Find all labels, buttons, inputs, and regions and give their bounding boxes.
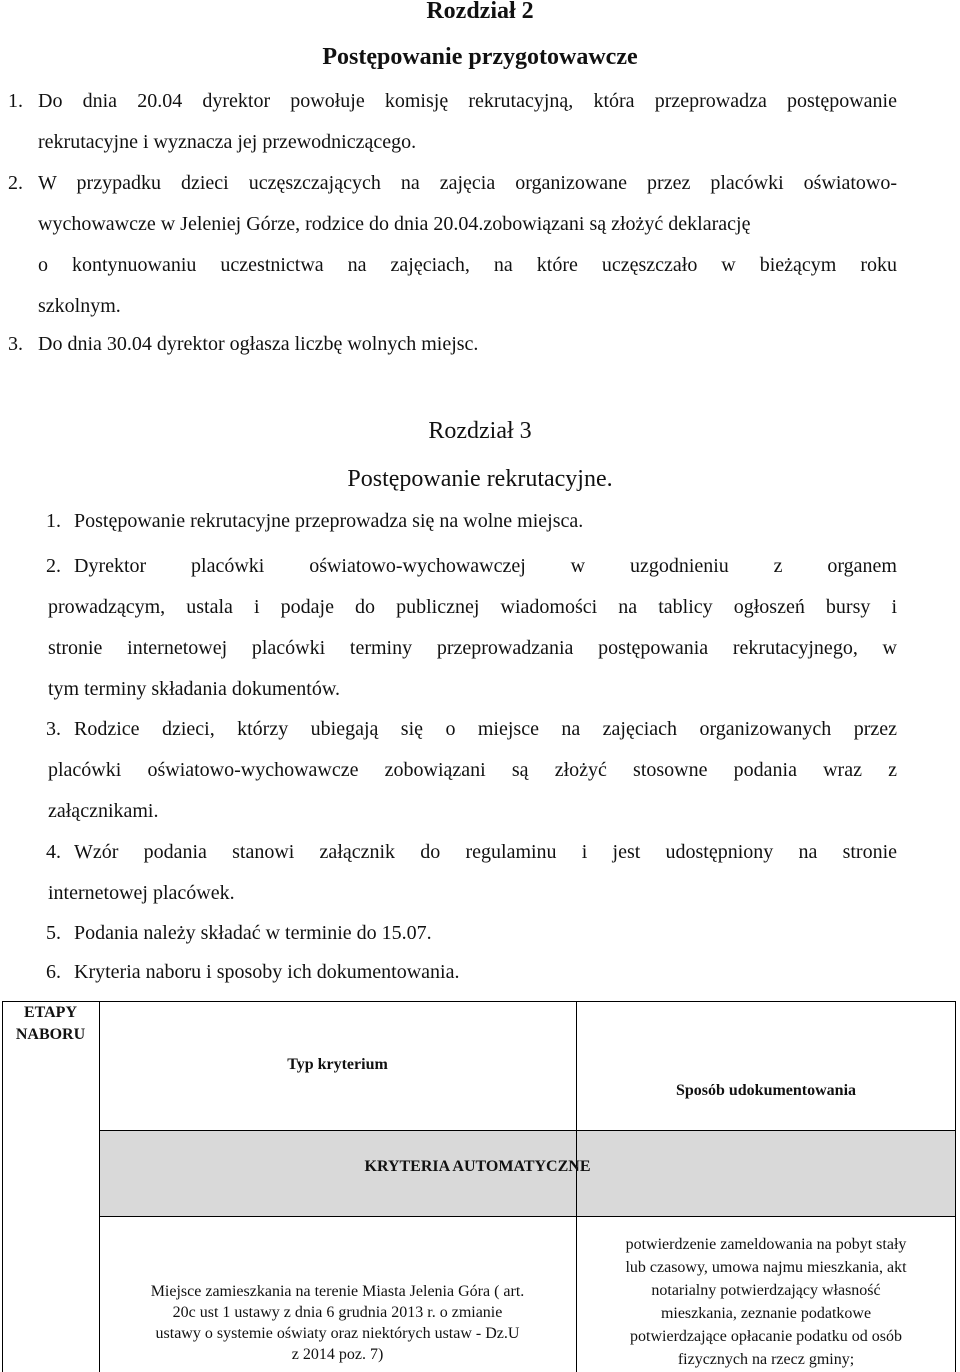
paragraph-line: internetowej placówek. xyxy=(48,882,235,904)
documentation-line: lub czasowy, umowa najmu mieszkania, akt xyxy=(625,1259,907,1276)
table-border xyxy=(2,1001,3,1372)
paragraph-line: szkolnym. xyxy=(38,295,121,317)
criterion-line: 20c ust 1 ustawy z dnia 6 grudnia 2013 r. o zmianie xyxy=(172,1304,503,1321)
criterion-line: ustawy o systemie oświaty oraz niektórych ustaw - Dz.U xyxy=(155,1325,520,1342)
header-stage-line: NABORU xyxy=(15,1026,86,1043)
item-number: 1. xyxy=(46,510,61,532)
chapter-2-heading: Rozdział 2 xyxy=(426,0,534,24)
header-criterion-type: Typ kryterium xyxy=(287,1056,388,1073)
paragraph-line: o kontynuowaniu uczestnictwa na zajęciach, na które uczęszczało w bieżącym roku xyxy=(38,254,897,276)
criterion-line: z 2014 poz. 7) xyxy=(291,1346,384,1363)
paragraph-line: Podania należy składać w terminie do 15.07. xyxy=(74,922,432,944)
item-number: 1. xyxy=(8,90,23,112)
header-stage-line: ETAPY xyxy=(23,1004,78,1021)
item-number: 4. xyxy=(46,841,61,863)
paragraph-line: Wzór podania stanowi załącznik do regulaminu i jest udostępniony na stronie xyxy=(74,841,897,863)
table-border xyxy=(99,1216,956,1217)
item-number: 3. xyxy=(8,333,23,355)
paragraph-line: placówki oświatowo-wychowawcze zobowiązani są złożyć stosowne podania wraz z xyxy=(48,759,897,781)
item-number: 3. xyxy=(46,718,61,740)
item-number: 5. xyxy=(46,922,61,944)
paragraph-line: załącznikami. xyxy=(48,800,159,822)
criterion-residence xyxy=(99,1281,576,1365)
table-border xyxy=(99,1130,956,1131)
documentation-line: potwierdzające opłacanie podatku od osób xyxy=(630,1328,902,1345)
documentation-line: potwierdzenie zameldowania na pobyt stały xyxy=(625,1236,907,1253)
paragraph-line: Do dnia 20.04 dyrektor powołuje komisję rekrutacyjną, która przeprowadza postępowanie xyxy=(38,90,897,112)
item-number: 2. xyxy=(46,555,61,577)
section-automatic-criteria: KRYTERIA AUTOMATYCZNE xyxy=(364,1158,591,1175)
header-documentation: Sposób udokumentowania xyxy=(675,1082,857,1099)
paragraph-line: wychowawcze w Jeleniej Górze, rodzice do dnia 20.04.zobowiązani są złożyć deklarację xyxy=(38,213,751,235)
paragraph-line: stronie internetowej placówki terminy przeprowadzania postępowania rekrutacyjnego, w xyxy=(48,637,897,659)
documentation-residence xyxy=(576,1233,956,1371)
item-number: 2. xyxy=(8,172,23,194)
chapter-3-subheading: Postępowanie rekrutacyjne. xyxy=(347,466,613,492)
paragraph-line: Kryteria naboru i sposoby ich dokumentowania. xyxy=(74,961,460,983)
paragraph-line: prowadzącym, ustala i podaje do publicznej wiadomości na tablicy ogłoszeń bursy i xyxy=(48,596,897,618)
paragraph-line: tym terminy składania dokumentów. xyxy=(48,678,340,700)
paragraph-line: Do dnia 30.04 dyrektor ogłasza liczbę wolnych miejsc. xyxy=(38,333,479,355)
chapter-2-subheading: Postępowanie przygotowawcze xyxy=(322,44,638,70)
documentation-line: fizycznych na rzecz gminy; xyxy=(677,1351,855,1368)
header-stage xyxy=(2,1004,99,1044)
paragraph-line: W przypadku dzieci uczęszczających na zajęcia organizowane przez placówki oświatowo- xyxy=(38,172,897,194)
chapter-3-heading: Rozdział 3 xyxy=(428,418,532,444)
criterion-line: Miejsce zamieszkania na terenie Miasta Jelenia Góra ( art. xyxy=(150,1283,525,1300)
paragraph-line: Rodzice dzieci, którzy ubiegają się o miejsce na zajęciach organizowanych przez xyxy=(74,718,897,740)
item-number: 6. xyxy=(46,961,61,983)
documentation-line: mieszkania, zeznanie podatkowe xyxy=(660,1305,872,1322)
paragraph-line: Postępowanie rekrutacyjne przeprowadza się na wolne miejsca. xyxy=(74,510,584,532)
table-border xyxy=(2,1001,956,1002)
paragraph-line: Dyrektor placówki oświatowo-wychowawczej w uzgodnieniu z organem xyxy=(74,555,897,577)
documentation-line: notarialny potwierdzający własność xyxy=(651,1282,881,1299)
paragraph-line: rekrutacyjne i wyznacza jej przewodniczącego. xyxy=(38,131,417,153)
